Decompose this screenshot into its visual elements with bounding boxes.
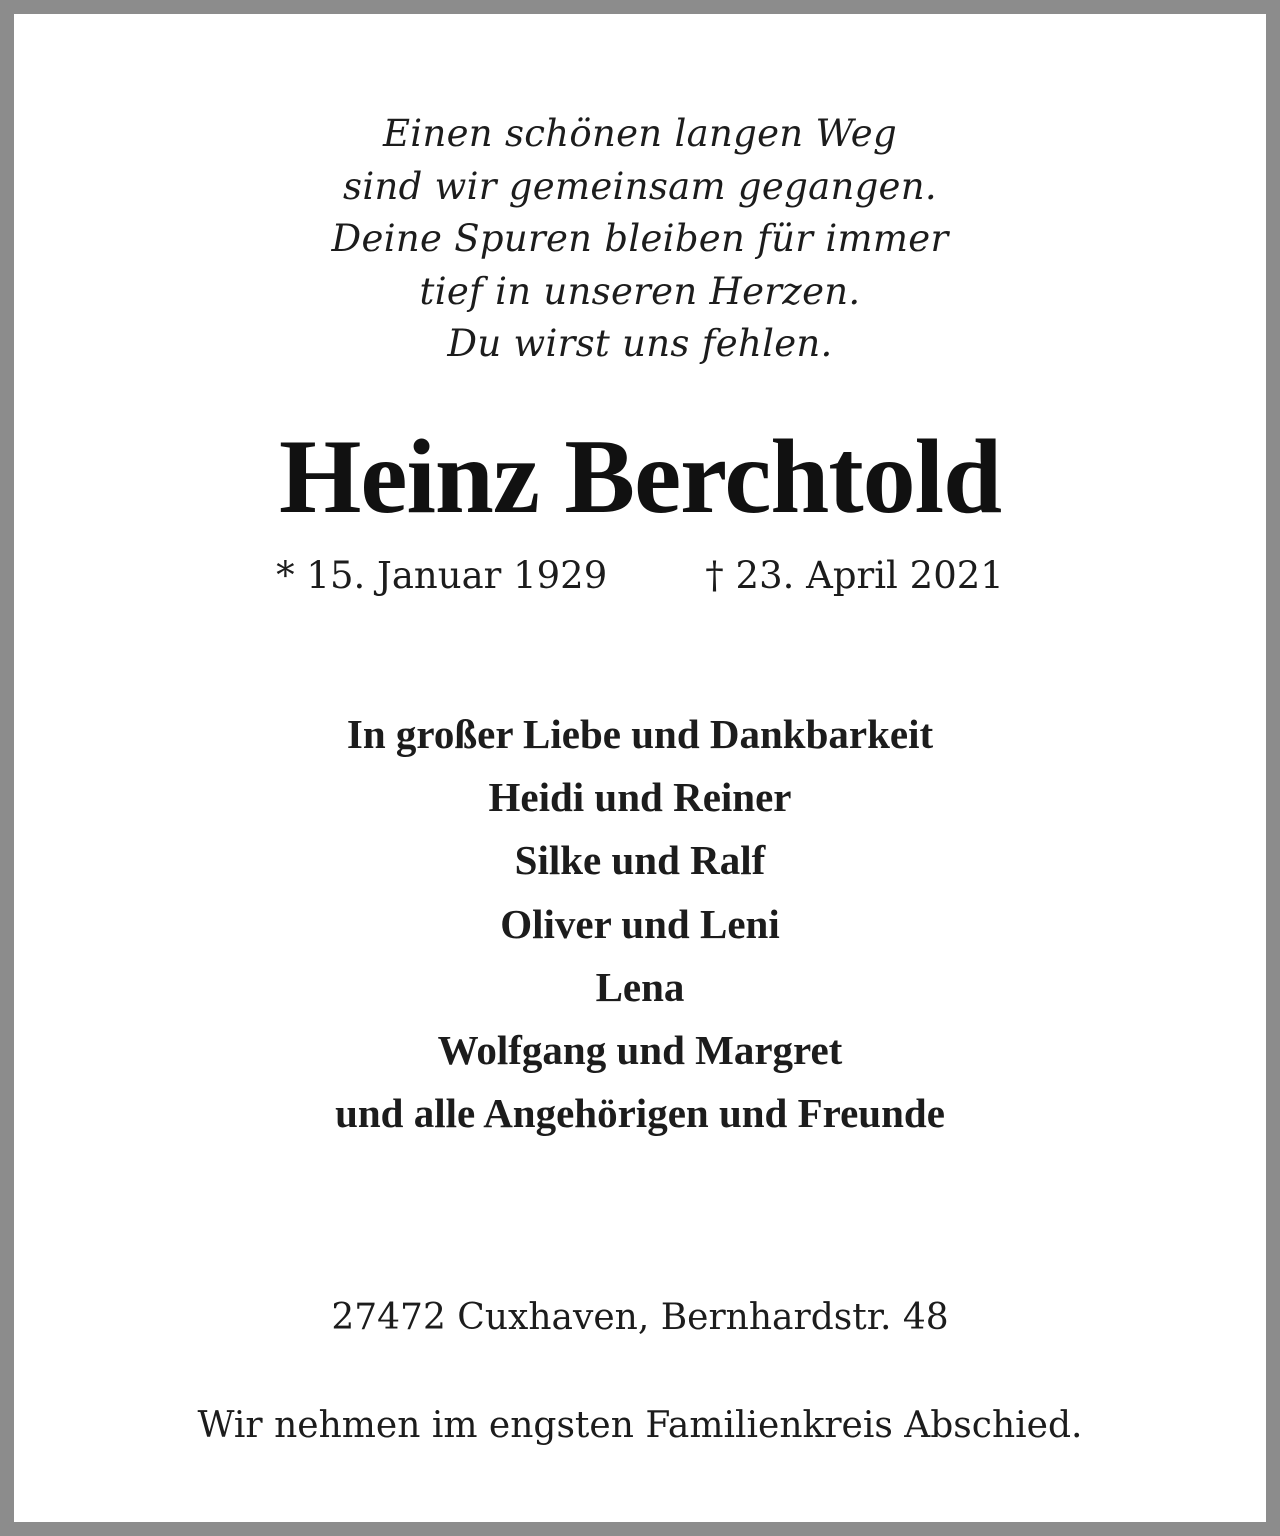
mourner-line: Wolfgang und Margret bbox=[437, 1027, 843, 1074]
poem-line: Deine Spuren bleiben für immer bbox=[331, 217, 949, 260]
mourner-line: Silke und Ralf bbox=[514, 837, 766, 884]
poem-line: tief in unseren Herzen. bbox=[419, 269, 861, 313]
birth-date: * 15. Januar 1929 bbox=[276, 554, 608, 597]
death-date: † 23. April 2021 bbox=[705, 554, 1004, 597]
memorial-poem bbox=[28, 108, 1252, 371]
poem-line: Du wirst uns fehlen. bbox=[447, 322, 833, 365]
mourner-line: Heidi und Reiner bbox=[488, 774, 792, 821]
poem-line: Einen schönen langen Weg bbox=[383, 112, 897, 155]
deceased-name: Heinz Berchtold bbox=[278, 418, 1002, 535]
address-line: 27472 Cuxhaven, Bernhardstr. 48 bbox=[331, 1297, 949, 1338]
mourner-line: und alle Angehörigen und Freunde bbox=[335, 1090, 945, 1137]
mourner-line: Oliver und Leni bbox=[500, 900, 780, 947]
mourner-line: In großer Liebe und Dankbarkeit bbox=[346, 711, 934, 757]
mourner-line: Lena bbox=[595, 963, 685, 1010]
life-dates bbox=[28, 546, 1252, 606]
obituary-content bbox=[28, 28, 1252, 1508]
farewell-note: Wir nehmen im engsten Familienkreis Abschied. bbox=[197, 1405, 1083, 1446]
poem-line: sind wir gemeinsam gegangen. bbox=[343, 164, 937, 208]
mourners-list bbox=[28, 703, 1252, 1145]
